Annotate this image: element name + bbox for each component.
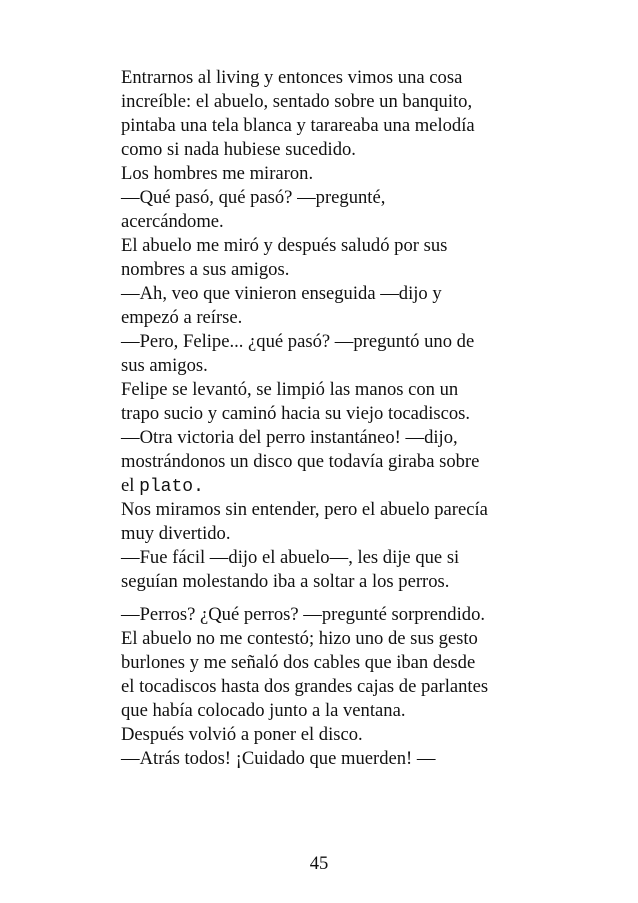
text-line: Los hombres me miraron. <box>121 163 314 184</box>
page-number: 45 <box>309 853 329 874</box>
text-line: Felipe se levantó, se limpió las manos con un <box>121 379 459 400</box>
text-line: muy divertido. <box>121 523 231 544</box>
text-line: como si nada hubiese sucedido. <box>121 139 356 160</box>
text-line: El abuelo me miró y después saludó por sus <box>121 235 448 256</box>
text-line: —Qué pasó, qué pasó? —pregunté, <box>121 187 386 208</box>
text-line: nombres a sus amigos. <box>121 259 290 280</box>
text-line: empezó a reírse. <box>121 307 243 328</box>
text-line: burlones y me señaló dos cables que iban desde <box>121 652 476 673</box>
text-el-prefix: el <box>121 475 140 496</box>
text-line: sus amigos. <box>121 355 208 376</box>
text-line: seguían molestando iba a soltar a los perros. <box>121 571 450 592</box>
text-line: —Atrás todos! ¡Cuidado que muerden! — <box>121 748 436 769</box>
text-line: Entrarnos al living y entonces vimos una cosa <box>121 67 463 88</box>
text-line: —Ah, veo que vinieron enseguida —dijo y <box>121 283 442 304</box>
text-line: pintaba una tela blanca y tarareaba una melodía <box>121 115 475 136</box>
text-line: mostrándonos un disco que todavía giraba sobre <box>121 451 480 472</box>
text-line: el tocadiscos hasta dos grandes cajas de parlantes <box>121 676 489 697</box>
text-line: —Perros? ¿Qué perros? —pregunté sorprendido. <box>121 604 486 625</box>
body-text <box>121 66 561 771</box>
text-line: —Fue fácil —dijo el abuelo—, les dije que si <box>121 547 460 568</box>
monospace-word-plato: plato. <box>139 477 204 497</box>
text-line: Después volvió a poner el disco. <box>121 724 363 745</box>
text-line: El abuelo no me contestó; hizo uno de sus gesto <box>121 628 478 649</box>
text-line: que había colocado junto a la ventana. <box>121 700 406 721</box>
text-line: Nos miramos sin entender, pero el abuelo parecía <box>121 499 488 520</box>
text-line: acercándome. <box>121 211 224 232</box>
text-line: trapo sucio y caminó hacia su viejo tocadiscos. <box>121 403 471 424</box>
text-line: —Pero, Felipe... ¿qué pasó? —preguntó uno de <box>121 331 475 352</box>
text-line-plato <box>121 474 561 498</box>
text-line: —Otra victoria del perro instantáneo! —dijo, <box>121 427 458 448</box>
paragraph-gap <box>121 594 561 603</box>
text-line: increíble: el abuelo, sentado sobre un banquito, <box>121 91 473 112</box>
